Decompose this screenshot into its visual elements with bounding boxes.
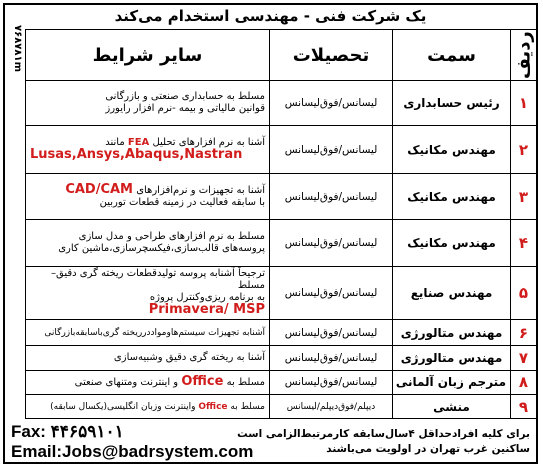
row-index: ۴ — [511, 220, 537, 266]
row-index: ۸ — [511, 370, 537, 395]
row-conditions — [26, 266, 270, 320]
condition-line: به برنامه ریزی‌وکنترل پروژه — [149, 292, 265, 304]
row-position: مهندس صنایع — [393, 266, 511, 320]
row-position: منشی — [393, 395, 511, 419]
row-education: لیسانس/فوق‌لیسانس — [270, 345, 393, 370]
header-index: ردیف — [511, 30, 537, 81]
row-position: مهندس مکانیک — [393, 220, 511, 266]
condition-highlight: Office — [198, 401, 228, 412]
header-position: سمت — [393, 30, 511, 81]
table-row — [26, 320, 537, 346]
ad-title: یک شرکت فنی - مهندسی استخدام می‌کند — [114, 7, 427, 25]
table-row — [26, 81, 537, 126]
ad-code: ۷۶۸۷۸۱m — [12, 25, 23, 73]
footer-line-2: ساکنین غرب تهران در اولویت می‌باشند — [326, 443, 530, 455]
table-row — [26, 266, 537, 320]
row-index: ۱ — [511, 81, 537, 126]
row-conditions — [26, 220, 270, 266]
table-row — [26, 345, 537, 370]
row-education: لیسانس/فوق‌لیسانس — [270, 174, 393, 220]
condition-text: مسلط به — [226, 376, 265, 388]
email-address: Email:Jobs@badrsystem.com — [11, 442, 254, 461]
row-position: مهندس مکانیک — [393, 174, 511, 220]
row-position: مترجم زبان آلمانی — [393, 370, 511, 395]
row-education: دیپلم/فوق‌دیپلم/لیسانس — [270, 395, 393, 419]
job-ad — [3, 3, 538, 464]
table-row — [26, 126, 537, 174]
condition-highlight: Office — [181, 373, 224, 389]
condition-line: ترجیحاً آشنابه پروسه تولیدقطعات ریخته گری دقیق–مسلط — [51, 268, 265, 292]
row-education: لیسانس/فوق‌لیسانس — [270, 220, 393, 266]
row-conditions — [26, 81, 270, 126]
condition-text: مانند — [105, 137, 125, 149]
row-conditions — [26, 126, 270, 174]
footer-line-1: برای کلیه افرادحداقل ۴سال‌سابقه کارمرتبط‌الزامی است — [237, 428, 530, 440]
footer-note — [237, 427, 530, 457]
condition-highlight: Primavera/ MSP — [148, 302, 265, 318]
row-position: مهندس متالورژی — [393, 345, 511, 370]
condition-line: آشنا به ریخته گری دقیق وشبیه‌سازی — [113, 351, 265, 363]
condition-highlight: FEA — [127, 137, 150, 149]
row-index: ۲ — [511, 126, 537, 174]
row-conditions — [26, 370, 270, 395]
jobs-table — [25, 29, 537, 419]
row-index: ۵ — [511, 266, 537, 320]
row-position: مهندس متالورژی — [393, 320, 511, 346]
condition-line: قوانین مالیاتی و بیمه -نرم افزار رایورز — [105, 103, 265, 115]
row-education: لیسانس/فوق‌لیسانس — [270, 266, 393, 320]
header-conditions: سایر شرایط — [26, 30, 270, 81]
condition-text: مسلط به — [230, 401, 265, 412]
header-education: تحصیلات — [270, 30, 393, 81]
condition-line: با سابقه فعالیت در زمینه قطعات توربین — [99, 197, 265, 209]
row-education: لیسانس/فوق‌لیسانس — [270, 81, 393, 126]
row-education: لیسانس/فوق‌لیسانس — [270, 320, 393, 346]
fax-number: Fax: ۴۴۶۵۹۱۰۱ — [11, 422, 124, 441]
condition-text: و اینترنت ومتنهای صنعتی — [74, 376, 179, 388]
row-index: ۹ — [511, 395, 537, 419]
software-list: Lusas,Ansys,Abaqus,Nastran — [30, 147, 243, 163]
condition-line: مسلط به نرم افزارهای طراحی و مدل سازی — [78, 231, 265, 243]
footer — [5, 421, 536, 464]
condition-text: واینترنت وزبان انگلیسی(یکسال سابقه) — [50, 401, 196, 412]
row-position: مهندس مکانیک — [393, 126, 511, 174]
condition-line: آشنابه تجهیزات سیستم‌هاومواددرریخته گری‌باسابقه‌بازرگانی — [44, 327, 265, 338]
header-row — [26, 30, 537, 81]
row-conditions — [26, 174, 270, 220]
condition-text: آشنا به نرم افزارهای تحلیل — [152, 137, 265, 149]
condition-highlight: CAD/CAM — [65, 182, 133, 198]
row-conditions — [26, 320, 270, 346]
row-conditions — [26, 345, 270, 370]
table-row — [26, 220, 537, 266]
condition-text: آشنا به تجهیزات و نرم‌افزارهای — [136, 185, 265, 197]
condition-line: پروسه‌های قالب‌سازی،فیکسچرسازی،ماشین کاری — [58, 243, 265, 255]
row-index: ۷ — [511, 345, 537, 370]
row-index: ۶ — [511, 320, 537, 346]
row-education: لیسانس/فوق‌لیسانس — [270, 370, 393, 395]
row-position: رئیس حسابداری — [393, 81, 511, 126]
row-conditions — [26, 395, 270, 419]
table-row — [26, 174, 537, 220]
contact-info — [11, 422, 253, 462]
table-row — [26, 370, 537, 395]
table-row — [26, 395, 537, 419]
condition-line: مسلط به حسابداری صنعتی و بازرگانی — [105, 91, 265, 103]
row-index: ۳ — [511, 174, 537, 220]
row-education: لیسانس/فوق‌لیسانس — [270, 126, 393, 174]
